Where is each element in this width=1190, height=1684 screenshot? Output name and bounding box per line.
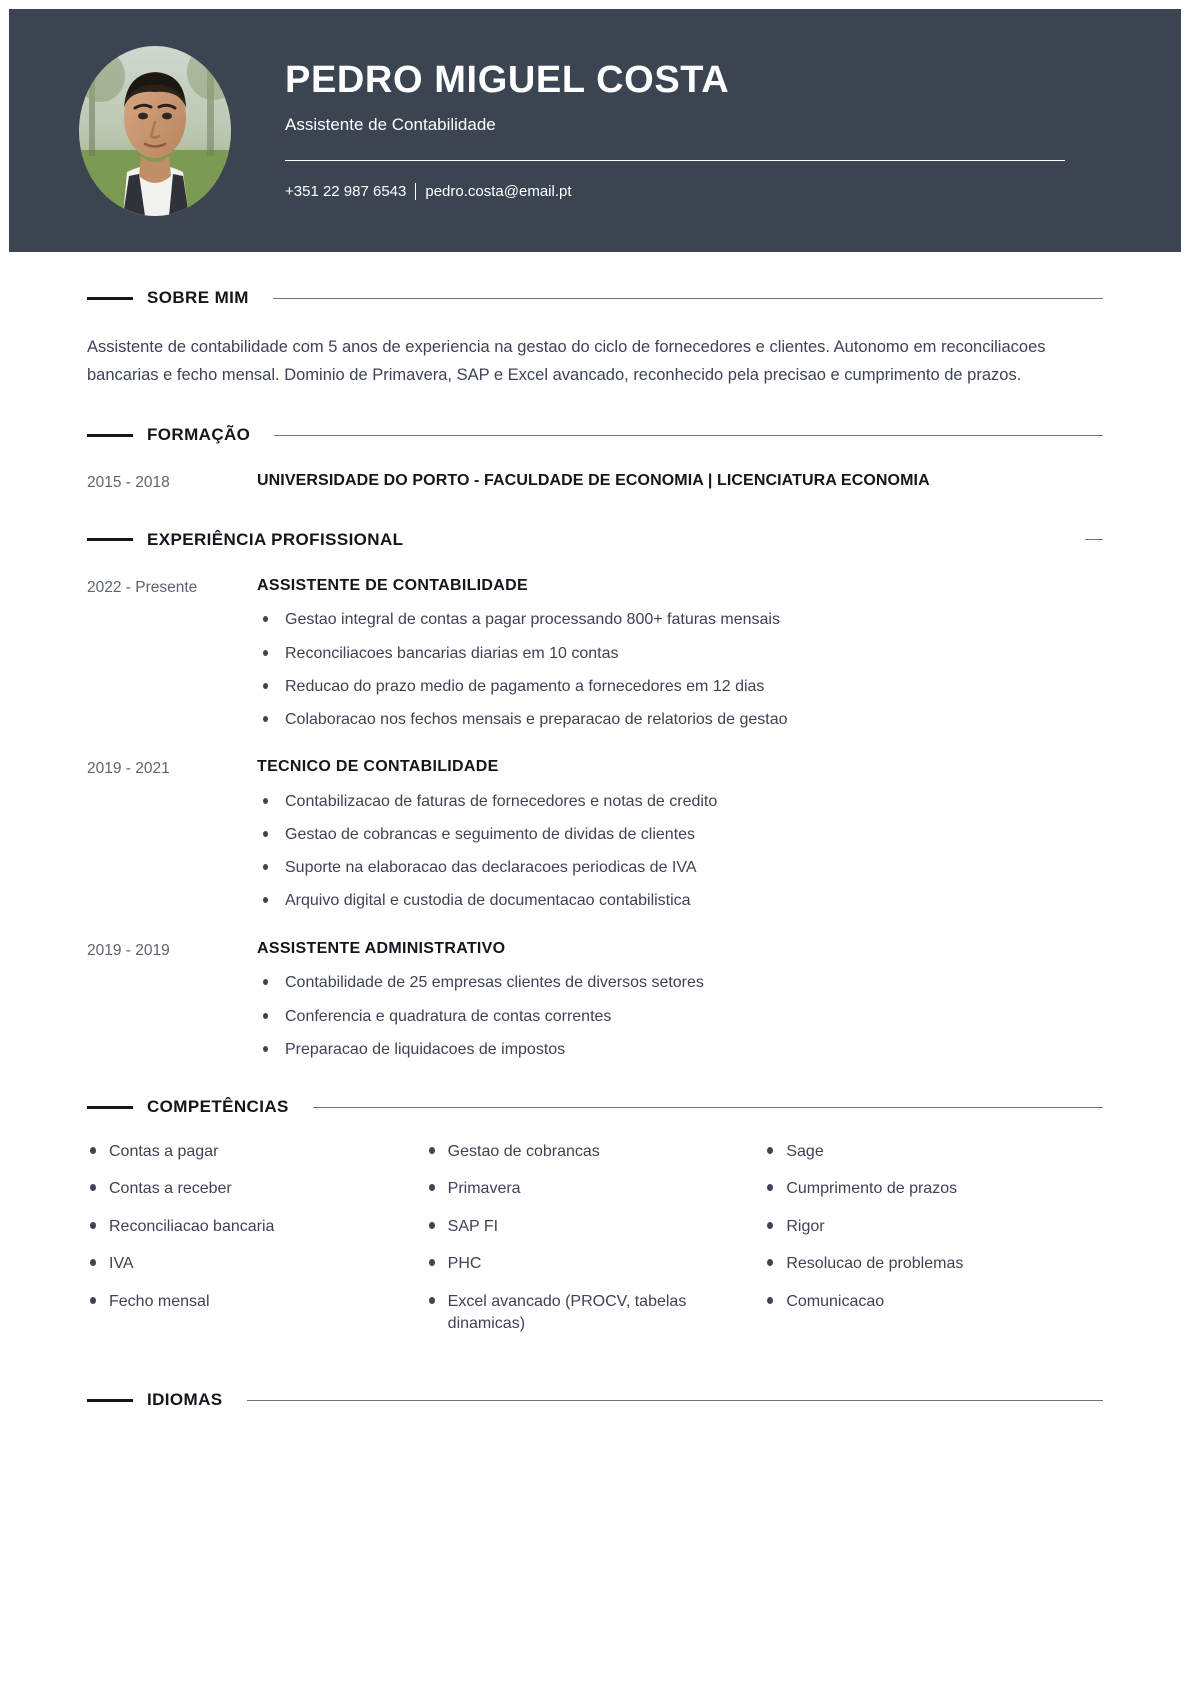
list-item: Conferencia e quadratura de contas correntes (257, 1005, 1103, 1028)
list-item: Gestao de cobrancas e seguimento de dividas de clientes (257, 823, 1103, 846)
experience-entry (87, 939, 1103, 1061)
skills-column-2 (426, 1141, 765, 1350)
experience-date: 2019 - 2021 (87, 760, 170, 778)
list-item: Excel avancado (PROCV, tabelas dinamicas) (426, 1291, 751, 1336)
list-item: IVA (87, 1253, 412, 1275)
experience-bullets (257, 790, 1103, 913)
contact-separator (415, 183, 416, 200)
list-item: Rigor (764, 1216, 1089, 1238)
skills-column-1 (87, 1141, 426, 1350)
list-item: Comunicacao (764, 1291, 1089, 1313)
section-header-education (87, 425, 1103, 445)
section-dash-icon (87, 434, 133, 437)
avatar (79, 46, 231, 216)
education-entry (87, 471, 1103, 493)
list-item: Arquivo digital e custodia de documentacao contabilistica (257, 889, 1103, 912)
list-item: Reconciliacoes bancarias diarias em 10 contas (257, 642, 1103, 665)
experience-date: 2022 - Presente (87, 578, 198, 596)
list-item: Contas a receber (87, 1178, 412, 1200)
experience-title: ASSISTENTE ADMINISTRATIVO (257, 939, 506, 957)
section-header-about (87, 288, 1103, 308)
experience-entry (87, 576, 1103, 732)
section-rule-stub (1085, 539, 1103, 540)
section-rule (313, 1107, 1103, 1108)
education-title: UNIVERSIDADE DO PORTO - FACULDADE DE ECONOMIA | LICENCIATURA ECONOMIA (257, 472, 930, 490)
section-rule (273, 298, 1103, 299)
list-item: Contabilizacao de faturas de fornecedores e notas de credito (257, 790, 1103, 813)
skills-column-3 (764, 1141, 1103, 1350)
list-item: Resolucao de problemas (764, 1253, 1089, 1275)
resume-header (9, 9, 1181, 252)
experience-entry (87, 757, 1103, 913)
section-header-skills (87, 1097, 1103, 1117)
education-body (257, 471, 1103, 493)
section-title-languages: IDIOMAS (147, 1390, 223, 1410)
section-dash-icon (87, 1106, 133, 1109)
list-item: Reducao do prazo medio de pagamento a fornecedores em 12 dias (257, 675, 1103, 698)
experience-body (257, 939, 1103, 1061)
list-item: Reconciliacao bancaria (87, 1216, 412, 1238)
header-text-block (285, 61, 1181, 199)
experience-body (257, 757, 1103, 913)
experience-date: 2019 - 2019 (87, 941, 170, 959)
section-dash-icon (87, 297, 133, 300)
list-item: Gestao integral de contas a pagar processando 800+ faturas mensais (257, 608, 1103, 631)
avatar-photo (79, 46, 231, 216)
section-title-skills: COMPETÊNCIAS (147, 1097, 289, 1117)
list-item: PHC (426, 1253, 751, 1275)
section-header-experience (87, 530, 1103, 550)
section-title-about: SOBRE MIM (147, 288, 249, 307)
experience-bullets (257, 608, 1103, 731)
list-item: Suporte na elaboracao das declaracoes periodicas de IVA (257, 856, 1103, 879)
list-item: Contabilidade de 25 empresas clientes de diversos setores (257, 971, 1103, 994)
about-text: Assistente de contabilidade com 5 anos de experiencia na gestao do ciclo de fornecedores e clientes. Autonomo em reconciliacoes bancarias e fecho mensal. Dominio de Primavera, SAP e Excel avancado, reconhecido pela precisao e cumprimento de prazos. (87, 338, 1046, 384)
section-dash-icon (87, 1399, 133, 1402)
contact-info (285, 183, 1065, 200)
section-dash-icon (87, 538, 133, 541)
skills-grid (87, 1141, 1103, 1350)
list-item: Gestao de cobrancas (426, 1141, 751, 1163)
list-item: Preparacao de liquidacoes de impostos (257, 1038, 1103, 1061)
job-title: Assistente de Contabilidade (285, 115, 496, 135)
experience-title: ASSISTENTE DE CONTABILIDADE (257, 576, 528, 594)
experience-body (257, 576, 1103, 732)
list-item: Contas a pagar (87, 1141, 412, 1163)
list-item: Sage (764, 1141, 1089, 1163)
education-date: 2015 - 2018 (87, 474, 170, 492)
list-item: Colaboracao nos fechos mensais e preparacao de relatorios de gestao (257, 708, 1103, 731)
list-item: Cumprimento de prazos (764, 1178, 1089, 1200)
section-rule (274, 435, 1103, 436)
section-header-languages (87, 1390, 1103, 1410)
email-address: pedro.costa@email.pt (425, 182, 572, 200)
page-title: PEDRO MIGUEL COSTA (285, 59, 730, 102)
list-item: Primavera (426, 1178, 751, 1200)
experience-title: TECNICO DE CONTABILIDADE (257, 758, 499, 776)
section-title-experience: EXPERIÊNCIA PROFISSIONAL (147, 529, 404, 549)
section-rule (247, 1400, 1103, 1401)
section-title-education: FORMAÇÃO (147, 425, 251, 445)
list-item: SAP FI (426, 1216, 751, 1238)
resume-body (9, 288, 1181, 1410)
phone-number: +351 22 987 6543 (285, 182, 407, 200)
header-divider (285, 160, 1065, 161)
experience-bullets (257, 971, 1103, 1061)
list-item: Fecho mensal (87, 1291, 412, 1313)
